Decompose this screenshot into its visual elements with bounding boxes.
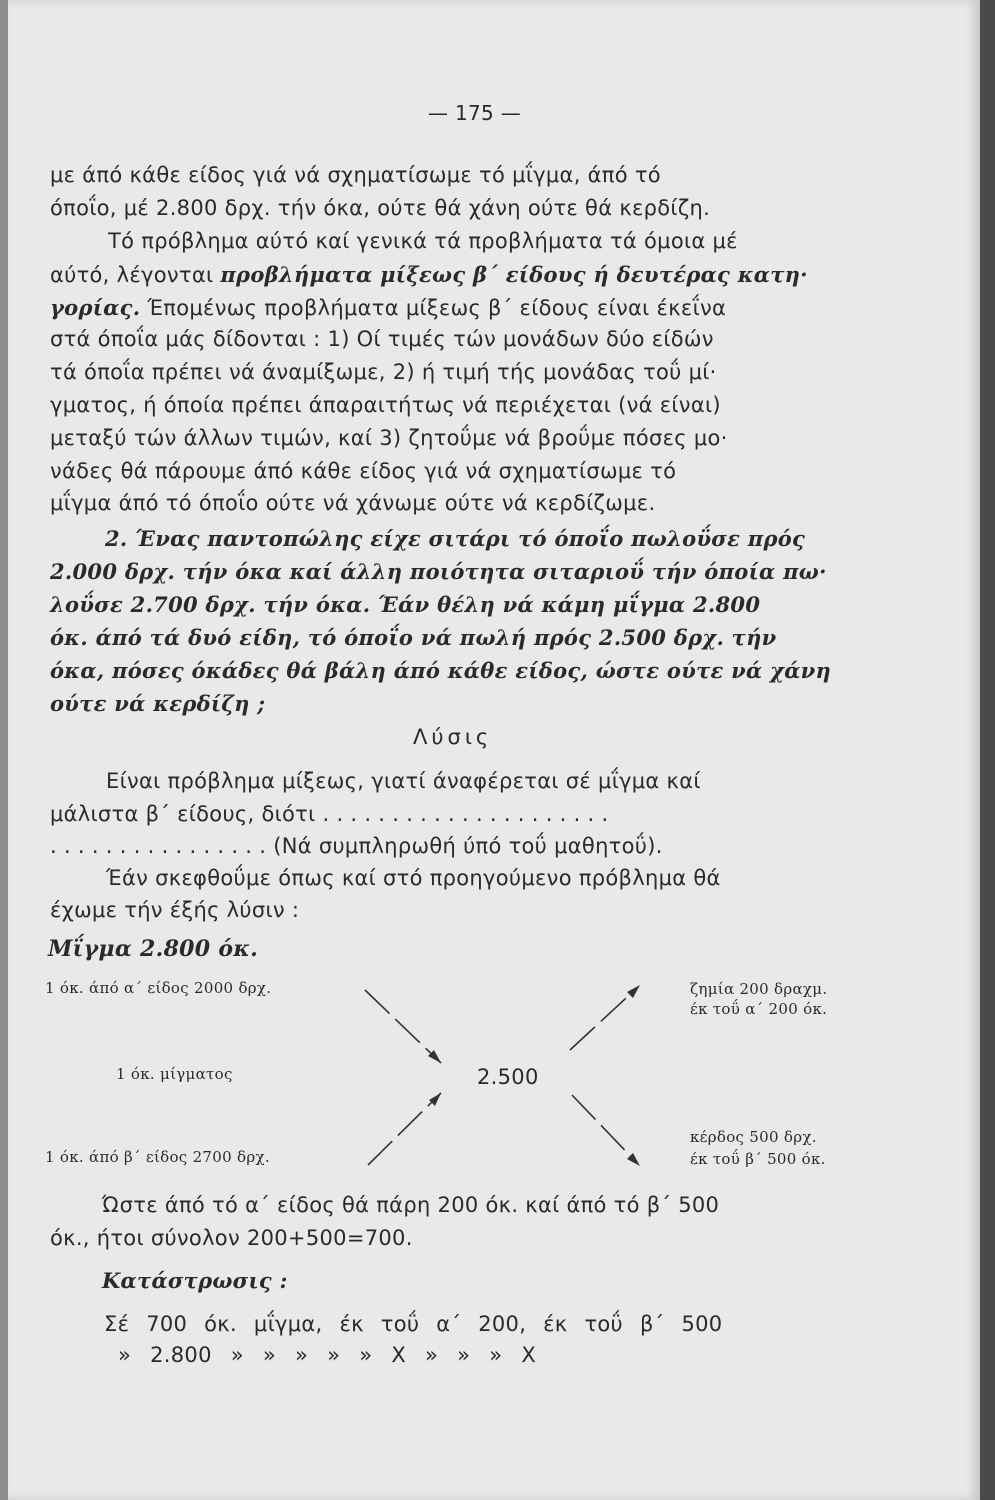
diagram-gain-line-1: κέρδος 500 δρχ. [690, 1128, 817, 1146]
definition-text-continued: Έπομένως προβλήματα μίξεως β΄ είδους είναι έκεΐνα [140, 296, 727, 320]
intro-line-1: με άπό κάθε είδος γιά νά σχηματίσωμε τό μΐγμα, άπό τό [50, 163, 661, 187]
diagram-item-b: 1 όκ. άπό β΄ είδος 2700 δρχ. [45, 1148, 270, 1166]
diagram-center-price: 2.500 [477, 1065, 539, 1089]
definition-line-8: νάδες θά πάρουμε άπό κάθε είδος γιά νά σχηματίσωμε τό [50, 459, 677, 483]
definition-line-6: γματος, ή όποία πρέπει άπαραιτήτως νά περιέχεται (νά είναι) [50, 393, 721, 417]
definition-term-end: γορίας. [50, 295, 141, 320]
solution-heading: Λύσις [413, 725, 493, 749]
solution-line-4: Έάν σκεφθοΰμε όπως καί στό προηγούμενο πρόβλημα θά [106, 866, 721, 890]
definition-text: αύτό, λέγονται [50, 263, 221, 287]
intro-line-2: όποΐο, μέ 2.800 δρχ. τήν όκα, ούτε θά χάνη ούτε θά κερδίζη. [50, 196, 711, 220]
solution-line-2: μάλιστα β΄ είδους, διότι . . . . . . . . . . . . . . . . . . . . . [50, 802, 609, 826]
problem-line-4: όκ. άπό τά δυό είδη, τό όποΐο νά πωλή πρός 2.500 δρχ. τήν [50, 625, 777, 650]
verification-line-1: Σέ 700 όκ. μΐγμα, έκ τοΰ α΄ 200, έκ τοΰ β΄ 500 [104, 1312, 723, 1336]
mixture-label: Μΐγμα 2.800 όκ. [48, 936, 259, 962]
diagram-loss-line-2: έκ τοΰ α΄ 200 όκ. [690, 1000, 828, 1018]
diagram-loss-line-1: ζημία 200 δραχμ. [690, 980, 828, 998]
conclusion-line-2: όκ., ήτοι σύνολον 200+500=700. [50, 1226, 413, 1250]
verification-heading: Κατάστρωσις : [102, 1268, 288, 1293]
solution-line-1: Είναι πρόβλημα μίξεως, γιατί άναφέρεται σέ μΐγμα καί [106, 769, 701, 793]
problem-line-5: όκα, πόσες όκάδες θά βάλη άπό κάθε είδος, ώστε ούτε νά χάνη [50, 658, 832, 683]
verification-line-2: » 2.800 » » » » » Χ » » » Χ [118, 1343, 537, 1367]
diagram-item-a: 1 όκ. άπό α΄ είδος 2000 δρχ. [45, 979, 272, 997]
definition-line-4: στά όποΐα μάς δίδονται : 1) Οί τιμές τών μονάδων δύο είδών [50, 327, 714, 351]
definition-line-1: Τό πρόβλημα αύτό καί γενικά τά προβλήματα τά όμοια μέ [108, 229, 738, 253]
diagram-gain-line-2: έκ τοΰ β΄ 500 όκ. [690, 1150, 826, 1168]
definition-line-9: μΐγμα άπό τό όποΐο ούτε νά χάνωμε ούτε νά κερδίζωμε. [50, 491, 656, 515]
problem-line-6: ούτε νά κερδίζη ; [50, 691, 266, 716]
problem-line-2: 2.000 δρχ. τήν όκα καί άλλη ποιότητα σιταριοΰ τήν όποία πω· [50, 559, 827, 584]
problem-line-1: 2. Ένας παντοπώλης είχε σιτάρι τό όποΐο πωλοΰσε πρός [105, 526, 806, 551]
definition-line-2 [50, 262, 808, 287]
page-edge [980, 0, 995, 1500]
definition-line-5: τά όποΐα πρέπει νά άναμίξωμε, 2) ή τιμή τής μονάδας τοΰ μί· [50, 360, 717, 384]
page-number: — 175 — [428, 101, 521, 125]
solution-line-3: . . . . . . . . . . . . . . . . (Νά συμπληρωθή ύπό τοΰ μαθητοΰ). [50, 834, 663, 858]
definition-term: προβλήματα μίξεως β΄ είδους ή δευτέρας κατη· [220, 262, 808, 287]
solution-line-5: έχωμε τήν έξής λύσιν : [50, 898, 300, 922]
definition-line-7: μεταξύ τών άλλων τιμών, καί 3) ζητοΰμε νά βροΰμε πόσες μο· [50, 426, 728, 450]
diagram-item-mix: 1 όκ. μίγματος [116, 1065, 233, 1083]
conclusion-line-1: Ώστε άπό τό α΄ είδος θά πάρη 200 όκ. καί άπό τό β΄ 500 [102, 1193, 720, 1217]
problem-line-3: λοΰσε 2.700 δρχ. τήν όκα. Έάν θέλη νά κάμη μΐγμα 2.800 [50, 592, 761, 617]
definition-line-3 [50, 295, 726, 320]
